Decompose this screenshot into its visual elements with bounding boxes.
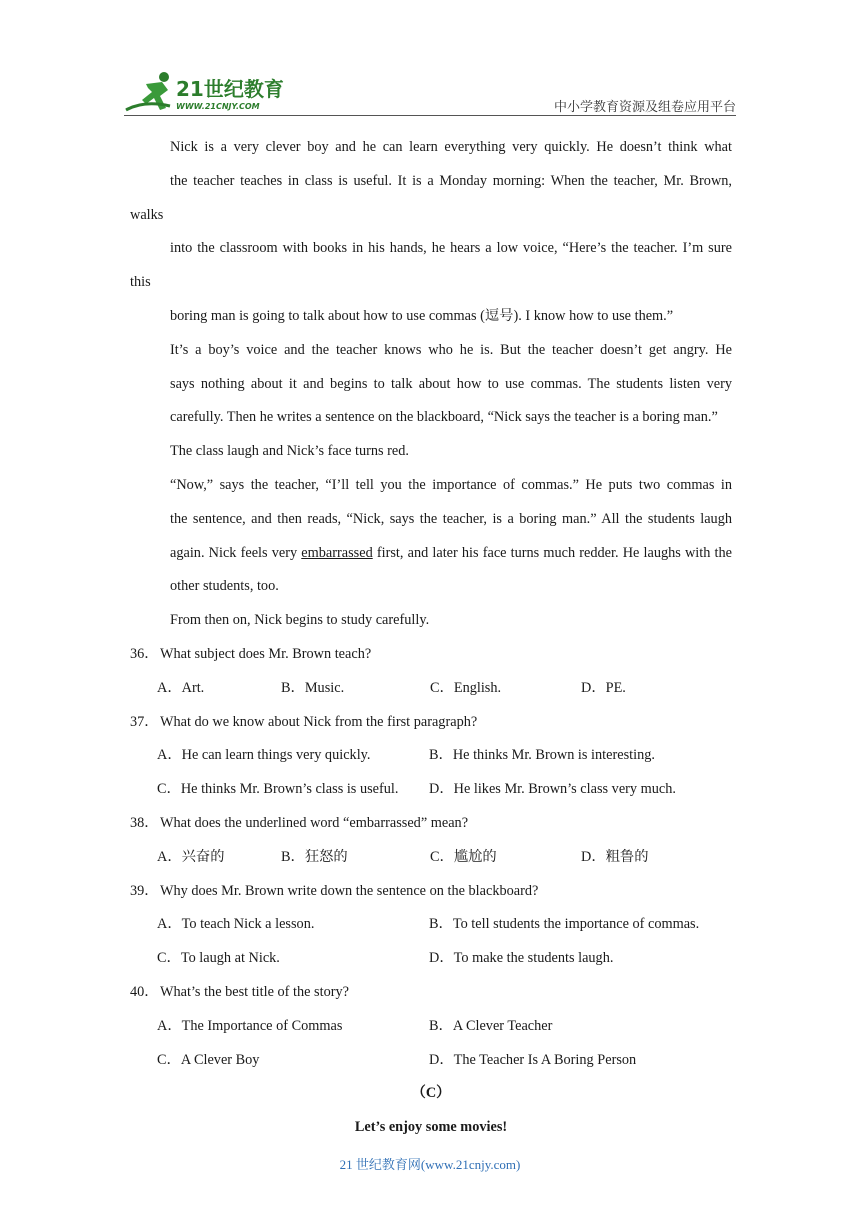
underlined-word: embarrassed <box>301 544 373 561</box>
option-b: B．狂怒的 <box>281 848 348 865</box>
section-label: （C） <box>411 1085 451 1102</box>
option-b: B．Music. <box>281 679 345 696</box>
options <box>130 1010 732 1044</box>
options <box>130 672 732 706</box>
option-d: D．He likes Mr. Brown’s class very much. <box>429 781 676 798</box>
options <box>130 942 732 976</box>
option-c: C．He thinks Mr. Brown’s class is useful. <box>157 781 399 798</box>
page-footer: 21 世纪教育网(www.21cnjy.com) <box>339 1157 521 1172</box>
paragraph-2: It’s a boy’s voice and the teacher knows who he is. But the teacher doesn’t get angry. He says nothing about it and begins to talk about how to use commas. The students listen very carefully. Then he writes a sentence on the blackboard, “Nick says the teacher is a boring man.” <box>170 341 732 426</box>
option-d: D．PE. <box>581 679 626 696</box>
option-b: B．A Clever Teacher <box>429 1017 553 1034</box>
options <box>130 773 732 807</box>
option-d: D．To make the students laugh. <box>429 950 614 967</box>
option-c: C．尴尬的 <box>430 848 497 865</box>
svg-text:21世纪教育: 21世纪教育 <box>176 77 284 101</box>
document-body <box>130 131 732 1145</box>
option-b: B．He thinks Mr. Brown is interesting. <box>429 747 655 764</box>
question-40: 40．What’s the best title of the story? A．The Importance of Commas B．A Clever Teacher C．A Clever Boy D．The Teacher Is A Boring Person <box>130 976 732 1077</box>
option-a: A．To teach Nick a lesson. <box>157 916 315 933</box>
option-d: D．粗鲁的 <box>581 848 649 865</box>
options <box>130 739 732 773</box>
page-header <box>124 70 736 114</box>
option-c: C．To laugh at Nick. <box>157 950 280 967</box>
options <box>130 841 732 875</box>
paragraph-5: From then on, Nick begins to study carefully. <box>170 612 430 629</box>
option-b: B．To tell students the importance of commas. <box>429 916 700 933</box>
header-divider <box>124 115 736 116</box>
option-c: C．English. <box>430 679 502 696</box>
options <box>130 908 732 942</box>
paragraph-1: Nick is a very clever boy and he can learn everything very quickly. He doesn’t think what the teacher teaches in class is useful. It is a Monday morning: When the teacher, Mr. Brown, walks into the classroom with books in his hands, he hears a low voice, “Here’s the teacher. I’m sure this boring man is going to talk about how to use commas (逗号). I know how to use them.” <box>130 139 732 324</box>
platform-name: 中小学教育资源及组卷应用平台 <box>553 100 736 115</box>
question-36: 36．What subject does Mr. Brown teach? A．Art. B．Music. C．English. D．PE. <box>130 638 732 706</box>
option-a: A．Art. <box>157 679 205 696</box>
option-a: A．The Importance of Commas <box>157 1017 343 1034</box>
paragraph-4: “Now,” says the teacher, “I’ll tell you the importance of commas.” He puts two commas in the sentence, and then reads, “Nick, says the teacher, is a boring man.” All the students laugh again. Nick feels very embarrassed first, and later his face turns much redder. He laughs with the other students, too. <box>170 476 732 595</box>
options <box>130 1044 732 1078</box>
option-c: C．A Clever Boy <box>157 1051 260 1068</box>
question-37: 37．What do we know about Nick from the first paragraph? A．He can learn things very quickly. B．He thinks Mr. Brown is interesting. C．He thinks Mr. Brown’s class is useful. D．He likes Mr. Brown’s class very much. <box>130 706 732 807</box>
logo <box>124 70 294 114</box>
option-a: A．兴奋的 <box>157 848 225 865</box>
runner-logo-icon <box>124 70 294 114</box>
svg-text:WWW.21CNJY.COM: WWW.21CNJY.COM <box>176 102 260 111</box>
paragraph-3: The class laugh and Nick’s face turns red. <box>170 443 409 460</box>
option-a: A．He can learn things very quickly. <box>157 747 371 764</box>
question-38: 38．What does the underlined word “embarrassed” mean? A．兴奋的 B．狂怒的 C．尴尬的 D．粗鲁的 <box>130 807 732 875</box>
section-title: Let’s enjoy some movies! <box>354 1119 508 1136</box>
option-d: D．The Teacher Is A Boring Person <box>429 1051 637 1068</box>
question-39: 39．Why does Mr. Brown write down the sentence on the blackboard? A．To teach Nick a lesson. B．To tell students the importance of commas. C．To laugh at Nick. D．To make the students laugh. <box>130 875 732 976</box>
